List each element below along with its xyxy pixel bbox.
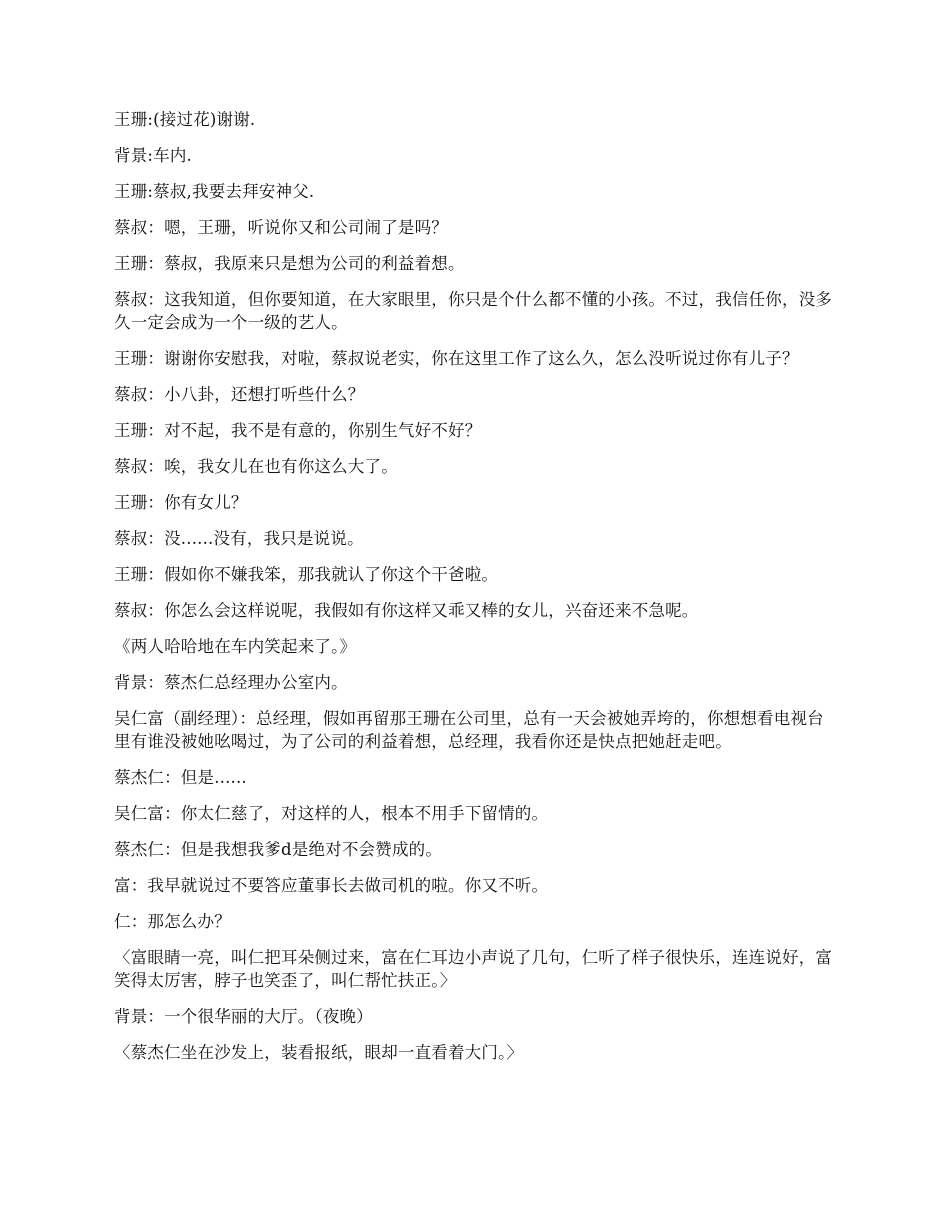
script-line: 王珊:蔡叔,我要去拜安神父.	[114, 182, 315, 201]
script-line: 王珊：假如你不嫌我笨，那我就认了你这个干爸啦。	[114, 565, 499, 584]
script-line: 王珊：谢谢你安慰我，对啦，蔡叔说老实，你在这里工作了这么久，怎么没听说过你有儿子？	[114, 349, 799, 368]
script-line: 蔡叔：唉，我女儿在也有你这么大了。	[114, 457, 398, 476]
script-line: 王珊：对不起，我不是有意的，你别生气好不好？	[114, 421, 482, 440]
stage-direction: 《两人哈哈地在车内笑起来了。》	[114, 637, 357, 656]
script-line: 王珊：蔡叔，我原来只是想为公司的利益着想。	[114, 254, 465, 273]
script-line: 蔡叔：这我知道，但你要知道，在大家眼里，你只是个什么都不懂的小孩。不过，我信任你，没多久一定会成为一个一级的艺人。	[114, 290, 833, 332]
script-line: 蔡叔：嗯，王珊，听说你又和公司闹了是吗？	[114, 218, 448, 237]
scene-line: 背景：一个很华丽的大厅。（夜晚）	[114, 1007, 373, 1026]
script-line: 蔡叔：你怎么会这样说呢，我假如有你这样又乖又棒的女儿，兴奋还来不急呢。	[114, 601, 699, 620]
script-line: 蔡杰仁：但是......	[114, 768, 247, 787]
script-line: 蔡杰仁：但是我想我爹d是绝对不会赞成的。	[114, 840, 443, 859]
script-line: 蔡叔：没......没有，我只是说说。	[114, 529, 364, 548]
scene-line: 背景：蔡杰仁总经理办公室内。	[114, 673, 348, 692]
stage-direction: 〈蔡杰仁坐在沙发上，装看报纸，眼却一直看着大门。〉	[114, 1043, 524, 1062]
script-line: 王珊:(接过花)谢谢.	[114, 110, 256, 129]
script-line: 仁：那怎么办？	[114, 912, 231, 931]
script-line: 吴仁富：你太仁慈了，对这样的人，根本不用手下留情的。	[114, 804, 549, 823]
script-line: 蔡叔：小八卦，还想打听些什么？	[114, 385, 365, 404]
stage-direction: 〈富眼睛一亮，叫仁把耳朵侧过来，富在仁耳边小声说了几句，仁听了样子很快乐，连连说好，富笑得太厉害，脖子也笑歪了，叫仁帮忙扶正。〉	[114, 948, 833, 990]
script-line: 王珊：你有女儿？	[114, 493, 248, 512]
script-line: 吴仁富（副经理）：总经理，假如再留那王珊在公司里，总有一天会被她弄垮的，你想想看电视台里有谁没被她吆喝过，为了公司的利益着想，总经理，我看你还是快点把她赶走吧。	[114, 709, 824, 751]
script-line: 富：我早就说过不要答应董事长去做司机的啦。你又不听。	[114, 876, 549, 895]
scene-line: 背景:车内.	[114, 146, 193, 165]
